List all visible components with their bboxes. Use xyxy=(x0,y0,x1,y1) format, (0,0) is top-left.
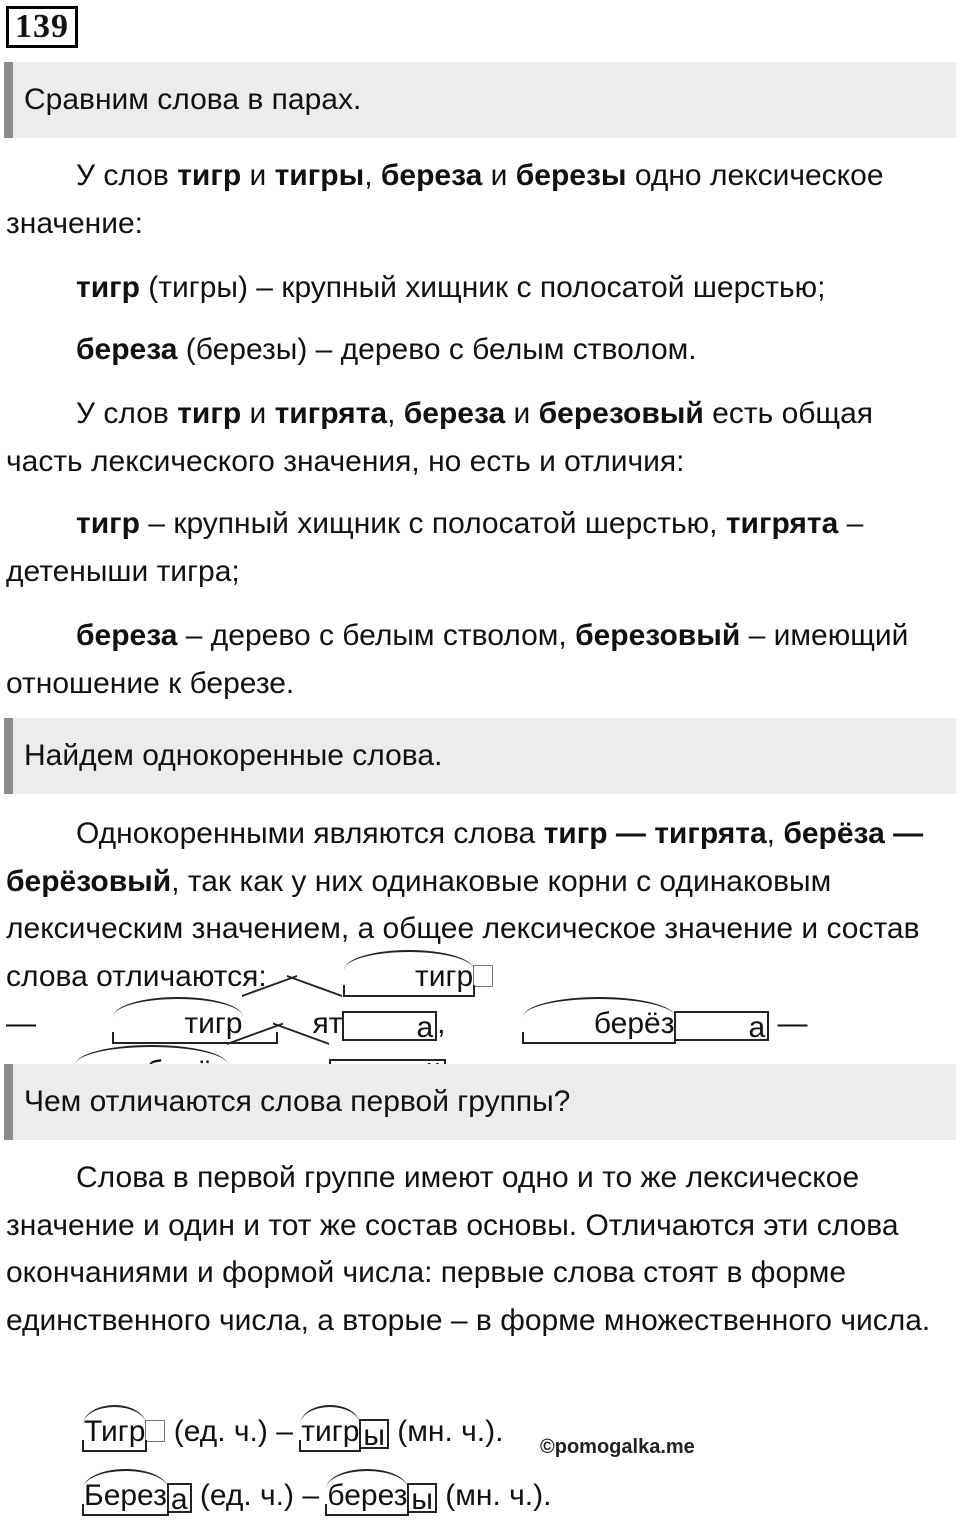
morpheme-word-beryoza: берёз а xyxy=(454,1007,769,1041)
paragraph-cognates: Однокоренными являются слова тигр — тигрята, берёза — берёзовый, так как у них одинаковые корни с одинаковым лексическим значением, а общее лексическое значение и состав слова отличаются: тигр — тигр ят а , берёз а — xyxy=(6,810,936,1095)
section-heading-first-group xyxy=(4,1064,956,1140)
section-heading-compare xyxy=(4,62,956,138)
morpheme-word-tigryata: тигр ят а xyxy=(44,1007,437,1041)
paragraph-tiger-definition: тигр (тигры) – крупный хищник с полосатой шерстью; xyxy=(76,271,826,304)
section-heading-text: Сравним слова в парах. xyxy=(24,83,362,116)
paragraph-tiger-difference: тигр – крупный хищник с полосатой шерстью, тигрята – детеныши тигра; xyxy=(6,507,864,588)
section-heading-cognates xyxy=(4,718,956,794)
zero-ending-box xyxy=(473,965,493,987)
example-bereza: Берез а (ед. ч.) – берез ы (мн. ч.). xyxy=(84,1476,551,1516)
example-tigr: Тигр (ед. ч.) – тигр ы (мн. ч.). xyxy=(84,1412,503,1452)
morpheme-word-tigr: тигр xyxy=(275,960,493,993)
paragraph-birch-definition: береза (березы) – дерево с белым стволом. xyxy=(76,333,697,366)
paragraph-first-group: Слова в первой группе имеют одно и то же лексическое значение и один и тот же состав основы. Отличаются эти слова окончаниями и формой числа: первые слова стоят в форме единственного числа, а вторые – в форме множественного числа. xyxy=(6,1161,931,1337)
paragraph-common-part: У слов тигр и тигрята, береза и березовый есть общая часть лексического значения, но есть и отличия: xyxy=(6,397,874,478)
paragraph-same-meaning: У слов тигр и тигры, береза и березы одно лексическое значение: xyxy=(6,159,884,240)
task-number: 139 xyxy=(6,6,78,48)
watermark: ©pomogalka.me xyxy=(540,1436,695,1458)
section-heading-text: Чем отличаются слова первой группы? xyxy=(24,1085,571,1118)
paragraph-birch-difference: береза – дерево с белым стволом, березовый – имеющий отношение к березе. xyxy=(6,619,909,700)
section-heading-text: Найдем однокоренные слова. xyxy=(24,739,443,772)
zero-ending-box xyxy=(145,1420,165,1442)
